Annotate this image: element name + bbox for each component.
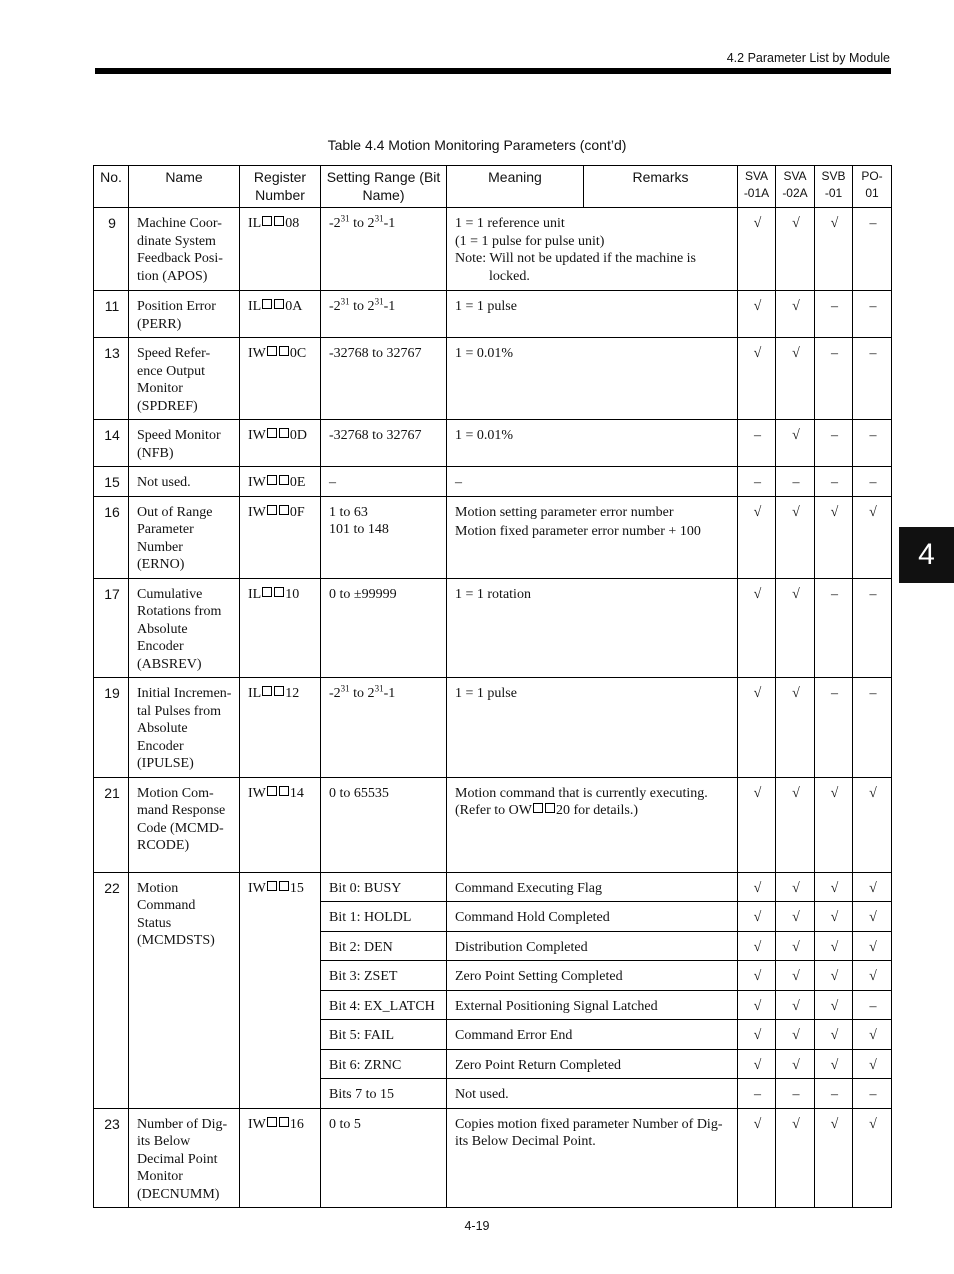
check-svb-01: √ (815, 1108, 853, 1208)
check-po-01: – (853, 291, 892, 338)
check-svb-01: √ (815, 208, 853, 291)
placeholder-box-icon (274, 587, 284, 597)
row-meaning: 1 = 1 rotation (447, 578, 738, 678)
row-name: Out of Range Parameter Number (ERNO) (129, 496, 240, 578)
check-sva-01a: √ (738, 777, 776, 872)
placeholder-box-icon (262, 686, 272, 696)
row-no: 16 (94, 496, 129, 578)
row-setting-range: – (321, 467, 447, 497)
check-sva-01a: – (738, 420, 776, 467)
bit-meaning: Command Error End (447, 1020, 738, 1050)
placeholder-box-icon (267, 786, 277, 796)
bit-name: Bit 5: FAIL (321, 1020, 447, 1050)
check-sva-02a: √ (776, 420, 815, 467)
check-sva-01a: √ (738, 1020, 776, 1050)
check-sva-02a: √ (776, 496, 815, 578)
bit-name: Bits 7 to 15 (321, 1079, 447, 1109)
check-sva-02a: √ (776, 931, 815, 961)
row-register: IL 12 (240, 678, 321, 778)
bit-name: Bit 6: ZRNC (321, 1049, 447, 1079)
row-no: 11 (94, 291, 129, 338)
placeholder-box-icon (262, 216, 272, 226)
check-po-01: – (853, 678, 892, 778)
check-po-01: √ (853, 902, 892, 932)
check-po-01: √ (853, 777, 892, 872)
placeholder-box-icon (267, 505, 277, 515)
col-sva-01a: SVA -01A (738, 166, 776, 208)
check-sva-02a: √ (776, 961, 815, 991)
header-row (94, 166, 892, 208)
row-setting-range: $-2^{31}$ to $2^{31}-1$ (321, 678, 447, 778)
row-register: IL 10 (240, 578, 321, 678)
placeholder-box-icon (267, 428, 277, 438)
check-sva-01a: √ (738, 678, 776, 778)
check-sva-01a: √ (738, 1049, 776, 1079)
col-remarks: Remarks (584, 166, 738, 208)
check-svb-01: – (815, 1079, 853, 1109)
check-po-01: – (853, 1079, 892, 1109)
col-svb-01: SVB -01 (815, 166, 853, 208)
check-sva-02a: √ (776, 990, 815, 1020)
row-meaning: 1 = 1 reference unit (1 = 1 pulse for pulse unit) Note: Will not be updated if the machine is locked. (447, 208, 738, 291)
check-sva-02a: √ (776, 578, 815, 678)
row-register: IW 16 (240, 1108, 321, 1208)
bit-name: Bit 2: DEN (321, 931, 447, 961)
check-svb-01: √ (815, 931, 853, 961)
bit-meaning: Zero Point Return Completed (447, 1049, 738, 1079)
row-meaning: 1 = 0.01% (447, 338, 738, 420)
check-po-01: √ (853, 931, 892, 961)
bit-meaning: Command Hold Completed (447, 902, 738, 932)
check-sva-01a: √ (738, 338, 776, 420)
table-row (94, 420, 892, 467)
bit-meaning: Not used. (447, 1079, 738, 1109)
check-sva-01a: √ (738, 291, 776, 338)
row-name: Speed Monitor (NFB) (129, 420, 240, 467)
check-svb-01: √ (815, 961, 853, 991)
check-sva-02a: √ (776, 1049, 815, 1079)
table-row (94, 578, 892, 678)
check-svb-01: – (815, 578, 853, 678)
check-svb-01: √ (815, 902, 853, 932)
table-row (94, 678, 892, 778)
bit-meaning: External Positioning Signal Latched (447, 990, 738, 1020)
row-setting-range: 0 to ±99999 (321, 578, 447, 678)
col-sva-02a: SVA -02A (776, 166, 815, 208)
check-sva-01a: √ (738, 578, 776, 678)
check-sva-02a: √ (776, 777, 815, 872)
check-svb-01: – (815, 420, 853, 467)
check-sva-02a: √ (776, 1108, 815, 1208)
table-row (94, 338, 892, 420)
check-po-01: √ (853, 1049, 892, 1079)
check-sva-01a: √ (738, 902, 776, 932)
check-po-01: – (853, 338, 892, 420)
row-meaning: 1 = 0.01% (447, 420, 738, 467)
row-name: Cumulative Rotations from Absolute Encoder (ABSREV) (129, 578, 240, 678)
table-row (94, 291, 892, 338)
placeholder-box-icon (267, 1117, 277, 1127)
check-sva-01a: √ (738, 1108, 776, 1208)
row-register: IL 08 (240, 208, 321, 291)
check-po-01: – (853, 420, 892, 467)
check-svb-01: √ (815, 1049, 853, 1079)
bit-meaning: Zero Point Setting Completed (447, 961, 738, 991)
row-register: IW 0F (240, 496, 321, 578)
check-sva-01a: √ (738, 961, 776, 991)
table-row (94, 872, 892, 902)
row-name: Number of Dig-its Below Decimal Point Monitor (DECNUMM) (129, 1108, 240, 1208)
check-sva-02a: √ (776, 338, 815, 420)
row-meaning: – (447, 467, 738, 497)
check-svb-01: – (815, 678, 853, 778)
placeholder-box-icon (279, 786, 289, 796)
check-sva-01a: √ (738, 872, 776, 902)
bit-name: Bit 1: HOLDL (321, 902, 447, 932)
check-po-01: √ (853, 1020, 892, 1050)
row-no: 14 (94, 420, 129, 467)
placeholder-box-icon (267, 881, 277, 891)
row-name: Initial Incremen-tal Pulses from Absolute Encoder (IPULSE) (129, 678, 240, 778)
row-name: Motion Command Status (MCMDSTS) (129, 872, 240, 1108)
check-sva-02a: √ (776, 208, 815, 291)
bit-name: Bit 4: EX_LATCH (321, 990, 447, 1020)
row-no: 15 (94, 467, 129, 497)
placeholder-box-icon (279, 505, 289, 515)
check-sva-01a: √ (738, 496, 776, 578)
row-register: IW 0D (240, 420, 321, 467)
row-register: IW 14 (240, 777, 321, 872)
motion-monitoring-table (93, 165, 892, 1208)
check-po-01: √ (853, 496, 892, 578)
check-po-01: √ (853, 1108, 892, 1208)
placeholder-box-icon (279, 475, 289, 485)
check-svb-01: √ (815, 777, 853, 872)
row-setting-range: 1 to 63 101 to 148 (321, 496, 447, 578)
table-row (94, 208, 892, 291)
bit-meaning: Command Executing Flag (447, 872, 738, 902)
placeholder-box-icon (545, 803, 555, 813)
placeholder-box-icon (267, 475, 277, 485)
check-po-01: – (853, 208, 892, 291)
check-po-01: – (853, 578, 892, 678)
check-svb-01: √ (815, 496, 853, 578)
header-rule (95, 68, 891, 74)
check-po-01: – (853, 467, 892, 497)
check-po-01: – (853, 990, 892, 1020)
chapter-tab: 4 (899, 527, 954, 583)
placeholder-box-icon (267, 346, 277, 356)
row-name: Position Error (PERR) (129, 291, 240, 338)
check-sva-01a: √ (738, 208, 776, 291)
check-sva-02a: √ (776, 902, 815, 932)
check-sva-02a: – (776, 1079, 815, 1109)
col-setting-range: Setting Range (Bit Name) (321, 166, 447, 208)
row-setting-range: 0 to 5 (321, 1108, 447, 1208)
check-sva-01a: √ (738, 990, 776, 1020)
check-sva-02a: √ (776, 872, 815, 902)
check-sva-01a: – (738, 1079, 776, 1109)
check-sva-01a: – (738, 467, 776, 497)
row-register: IL 0A (240, 291, 321, 338)
row-no: 13 (94, 338, 129, 420)
placeholder-box-icon (279, 1117, 289, 1127)
row-register: IW 0C (240, 338, 321, 420)
row-name: Not used. (129, 467, 240, 497)
table-row (94, 777, 892, 872)
placeholder-box-icon (274, 686, 284, 696)
row-no: 9 (94, 208, 129, 291)
bit-meaning: Distribution Completed (447, 931, 738, 961)
check-svb-01: – (815, 291, 853, 338)
row-register: IW 0E (240, 467, 321, 497)
row-name: Speed Refer-ence Output Monitor (SPDREF) (129, 338, 240, 420)
row-setting-range: $-2^{31}$ to $2^{31}-1$ (321, 208, 447, 291)
row-no: 23 (94, 1108, 129, 1208)
page-number: 4-19 (464, 1219, 490, 1233)
check-svb-01: – (815, 338, 853, 420)
check-po-01: √ (853, 872, 892, 902)
row-meaning: Copies motion fixed parameter Number of Dig-its Below Decimal Point. (447, 1108, 738, 1208)
row-setting-range: $-2^{31}$ to $2^{31}-1$ (321, 291, 447, 338)
check-sva-02a: √ (776, 1020, 815, 1050)
row-no: 21 (94, 777, 129, 872)
check-sva-02a: – (776, 467, 815, 497)
bit-name: Bit 0: BUSY (321, 872, 447, 902)
table-row (94, 467, 892, 497)
placeholder-box-icon (262, 587, 272, 597)
placeholder-box-icon (533, 803, 543, 813)
check-svb-01: – (815, 467, 853, 497)
table-row (94, 496, 892, 578)
placeholder-box-icon (279, 428, 289, 438)
check-svb-01: √ (815, 990, 853, 1020)
bit-name: Bit 3: ZSET (321, 961, 447, 991)
row-meaning: 1 = 1 pulse (447, 291, 738, 338)
placeholder-box-icon (274, 216, 284, 226)
row-meaning: 1 = 1 pulse (447, 678, 738, 778)
table-row (94, 1108, 892, 1208)
col-po-01: PO- 01 (853, 166, 892, 208)
placeholder-box-icon (279, 346, 289, 356)
check-svb-01: √ (815, 1020, 853, 1050)
check-svb-01: √ (815, 872, 853, 902)
col-meaning: Meaning (447, 166, 584, 208)
check-sva-02a: √ (776, 291, 815, 338)
table-caption: Table 4.4 Motion Monitoring Parameters (cont’d) (327, 137, 627, 153)
col-register: Register Number (240, 166, 321, 208)
row-no: 19 (94, 678, 129, 778)
row-no: 17 (94, 578, 129, 678)
row-meaning: Motion command that is currently executing. (Refer to OW 20 for details.) (447, 777, 738, 872)
check-sva-01a: √ (738, 931, 776, 961)
row-setting-range: -32768 to 32767 (321, 338, 447, 420)
row-name: Machine Coor-dinate System Feedback Posi-tion (APOS) (129, 208, 240, 291)
col-name: Name (129, 166, 240, 208)
placeholder-box-icon (279, 881, 289, 891)
row-name: Motion Com-mand Response Code (MCMD-RCODE) (129, 777, 240, 872)
row-register: IW 15 (240, 872, 321, 1108)
check-po-01: √ (853, 961, 892, 991)
col-no: No. (94, 166, 129, 208)
placeholder-box-icon (274, 299, 284, 309)
row-no: 22 (94, 872, 129, 1108)
row-setting-range: 0 to 65535 (321, 777, 447, 872)
row-setting-range: -32768 to 32767 (321, 420, 447, 467)
running-header: 4.2 Parameter List by Module (726, 51, 890, 65)
row-meaning: Motion setting parameter error number Motion fixed parameter error number + 100 (447, 496, 738, 578)
check-sva-02a: √ (776, 678, 815, 778)
placeholder-box-icon (262, 299, 272, 309)
